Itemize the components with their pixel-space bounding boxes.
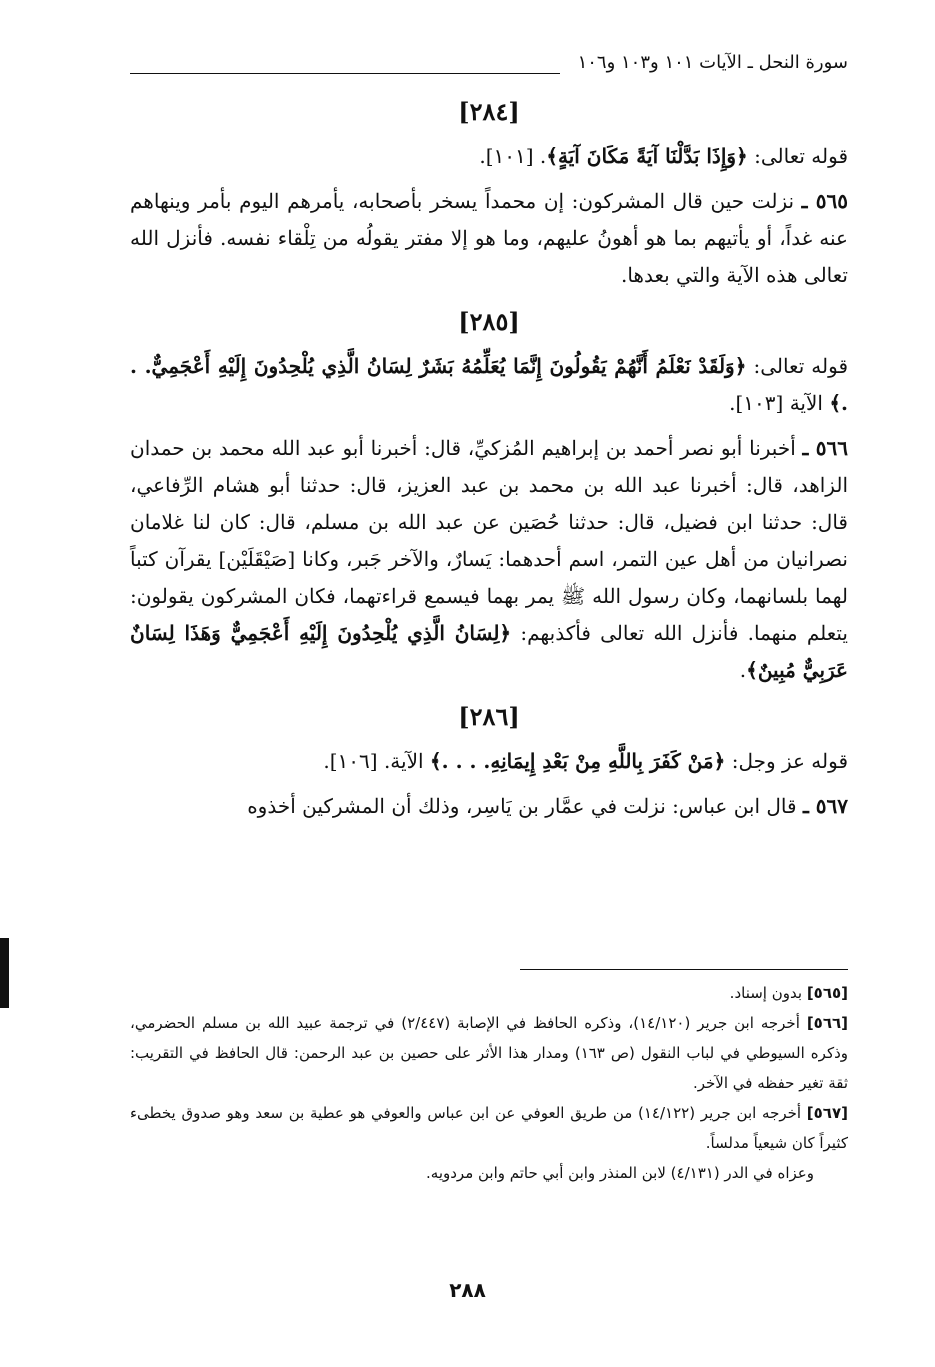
verse-intro: قوله عز وجل: (725, 749, 848, 773)
narration-565 (130, 183, 848, 294)
footnote-565 (130, 978, 848, 1008)
section-number-285: [٢٨٥] (458, 307, 520, 336)
verse-ref: الآية [١٠٣]. (729, 391, 830, 415)
page-edge-mark (0, 938, 9, 1008)
footnotes (130, 978, 848, 1188)
header-title: سورة النحل ـ الآيات ١٠١ و١٠٣ و١٠٦ (577, 52, 848, 73)
verse-intro: قوله تعالى: (747, 144, 848, 168)
footnote-567 (130, 1098, 848, 1158)
verse-line (130, 138, 848, 175)
narration-text: أخبرنا أبو نصر أحمد بن إبراهيم المُزكيِّ، قال: أخبرنا أبو عبد الله محمد بن حمدان الزاهد، قال: أخبرنا عبد الله بن محمد بن عبد العزيز، قال: حدثنا أبو هشام الرِّفاعي، قال: حدثنا ابن فضيل، قال: حدثنا حُصَين عن عبد الله بن مسلم، قال: كان لنا غلامان نصرانيان من أهل عين التمر، اسم أحدهما: يَسارٌ، والآخر جَبر، وكانا [صَيْقَلَيْن] يقرآن كتباً لهما بلسانهما، وكان رسول الله ﷺ يمر بهما فيسمع قراءتهما، فكان المشركون يقولون: يتعلم منهما. فأنزل الله تعالى فأكذبهم: (130, 436, 848, 645)
narration-number: ٥٦٦ ـ (802, 436, 849, 460)
verse-line (130, 348, 848, 422)
verse-ref: الآية. [١٠٦]. (323, 749, 430, 773)
quran-quote: ﴿لِسَانُ الَّذِي يُلْحِدُونَ إِلَيْهِ أَعْجَمِيٌّ وَهَذَا لِسَانٌ عَرَبِيٌّ مُبِينٌ﴾ (130, 621, 848, 682)
footnote-ref: [٥٦٥] (806, 984, 848, 1002)
page-number: ٢٨٨ (449, 1278, 486, 1302)
verse-line (130, 743, 848, 780)
quran-quote: ﴿وَلَقَدْ نَعْلَمُ أَنَّهُمْ يَقُولُونَ إِنَّمَا يُعَلِّمُهُ بَشَرٌ لِسَانُ الَّذِي يُلْحِدُونَ إِلَيْهِ أَعْجَمِيٌّ. . .﴾ (130, 354, 848, 415)
narration-text: قال ابن عباس: نزلت في عمَّار بن يَاسِر، وذلك أن المشركين أخذوه (247, 794, 797, 818)
narration-number: ٥٦٥ ـ (801, 189, 848, 213)
header-rule (130, 73, 560, 74)
narration-end: . (739, 658, 747, 682)
footnote-text: أخرجه ابن جرير (١٤/١٢٠)، وذكره الحافظ في الإصابة (٢/٤٤٧) في ترجمة عبيد الله بن مسلم الحضرمي، وذكره السيوطي في لباب النقول (ص ١٦٣) ومدار هذا الأثر على حصين بن عبد الرحمن: قال الحافظ في التقريب: ثقة تغير حفظه في الآخر. (130, 1014, 849, 1092)
section-number-286: [٢٨٦] (458, 702, 520, 731)
footnote-ref: [٥٦٧] (806, 1104, 848, 1122)
main-text (130, 90, 848, 833)
footnote-text: أخرجه ابن جرير (١٤/١٢٢) من طريق العوفي عن ابن عباس والعوفي هو عطية بن سعد وهو صدوق يخطىء كثيراً كان شيعياً مدلساً. (130, 1104, 848, 1152)
footnote-567-continued (130, 1158, 848, 1188)
footnote-rule (520, 969, 848, 970)
footnote-566 (130, 1008, 848, 1098)
footnote-text: وعزاه في الدر (٤/١٣١) لابن المنذر وابن أبي حاتم وابن مردويه. (426, 1164, 814, 1182)
quran-quote: ﴿مَنْ كَفَرَ بِاللَّهِ مِنْ بَعْدِ إِيمَانِهِ. . . .﴾ (429, 749, 726, 773)
narration-566 (130, 430, 848, 689)
footnote-ref: [٥٦٦] (806, 1014, 848, 1032)
verse-intro: قوله تعالى: (746, 354, 849, 378)
footnote-text: بدون إسناد. (729, 984, 803, 1002)
narration-number: ٥٦٧ ـ (802, 794, 848, 818)
verse-ref: . [١٠١]. (479, 144, 547, 168)
narration-567 (130, 788, 848, 825)
quran-quote: ﴿وَإِذَا بَدَّلْنَا آيَةً مَكَانَ آيَةٍ﴾ (546, 144, 748, 168)
narration-text: نزلت حين قال المشركون: إن محمداً يسخر بأصحابه، يأمرهم اليوم بأمر وينهاهم عنه غداً، أو يأتيهم بما هو أهونُ عليهم، وما هو إلا مفتر يقولُه من تِلْقاء نفسه. فأنزل الله تعالى هذه الآية والتي بعدها. (130, 189, 848, 287)
running-header (130, 52, 848, 76)
section-number-284: [٢٨٤] (458, 97, 520, 126)
